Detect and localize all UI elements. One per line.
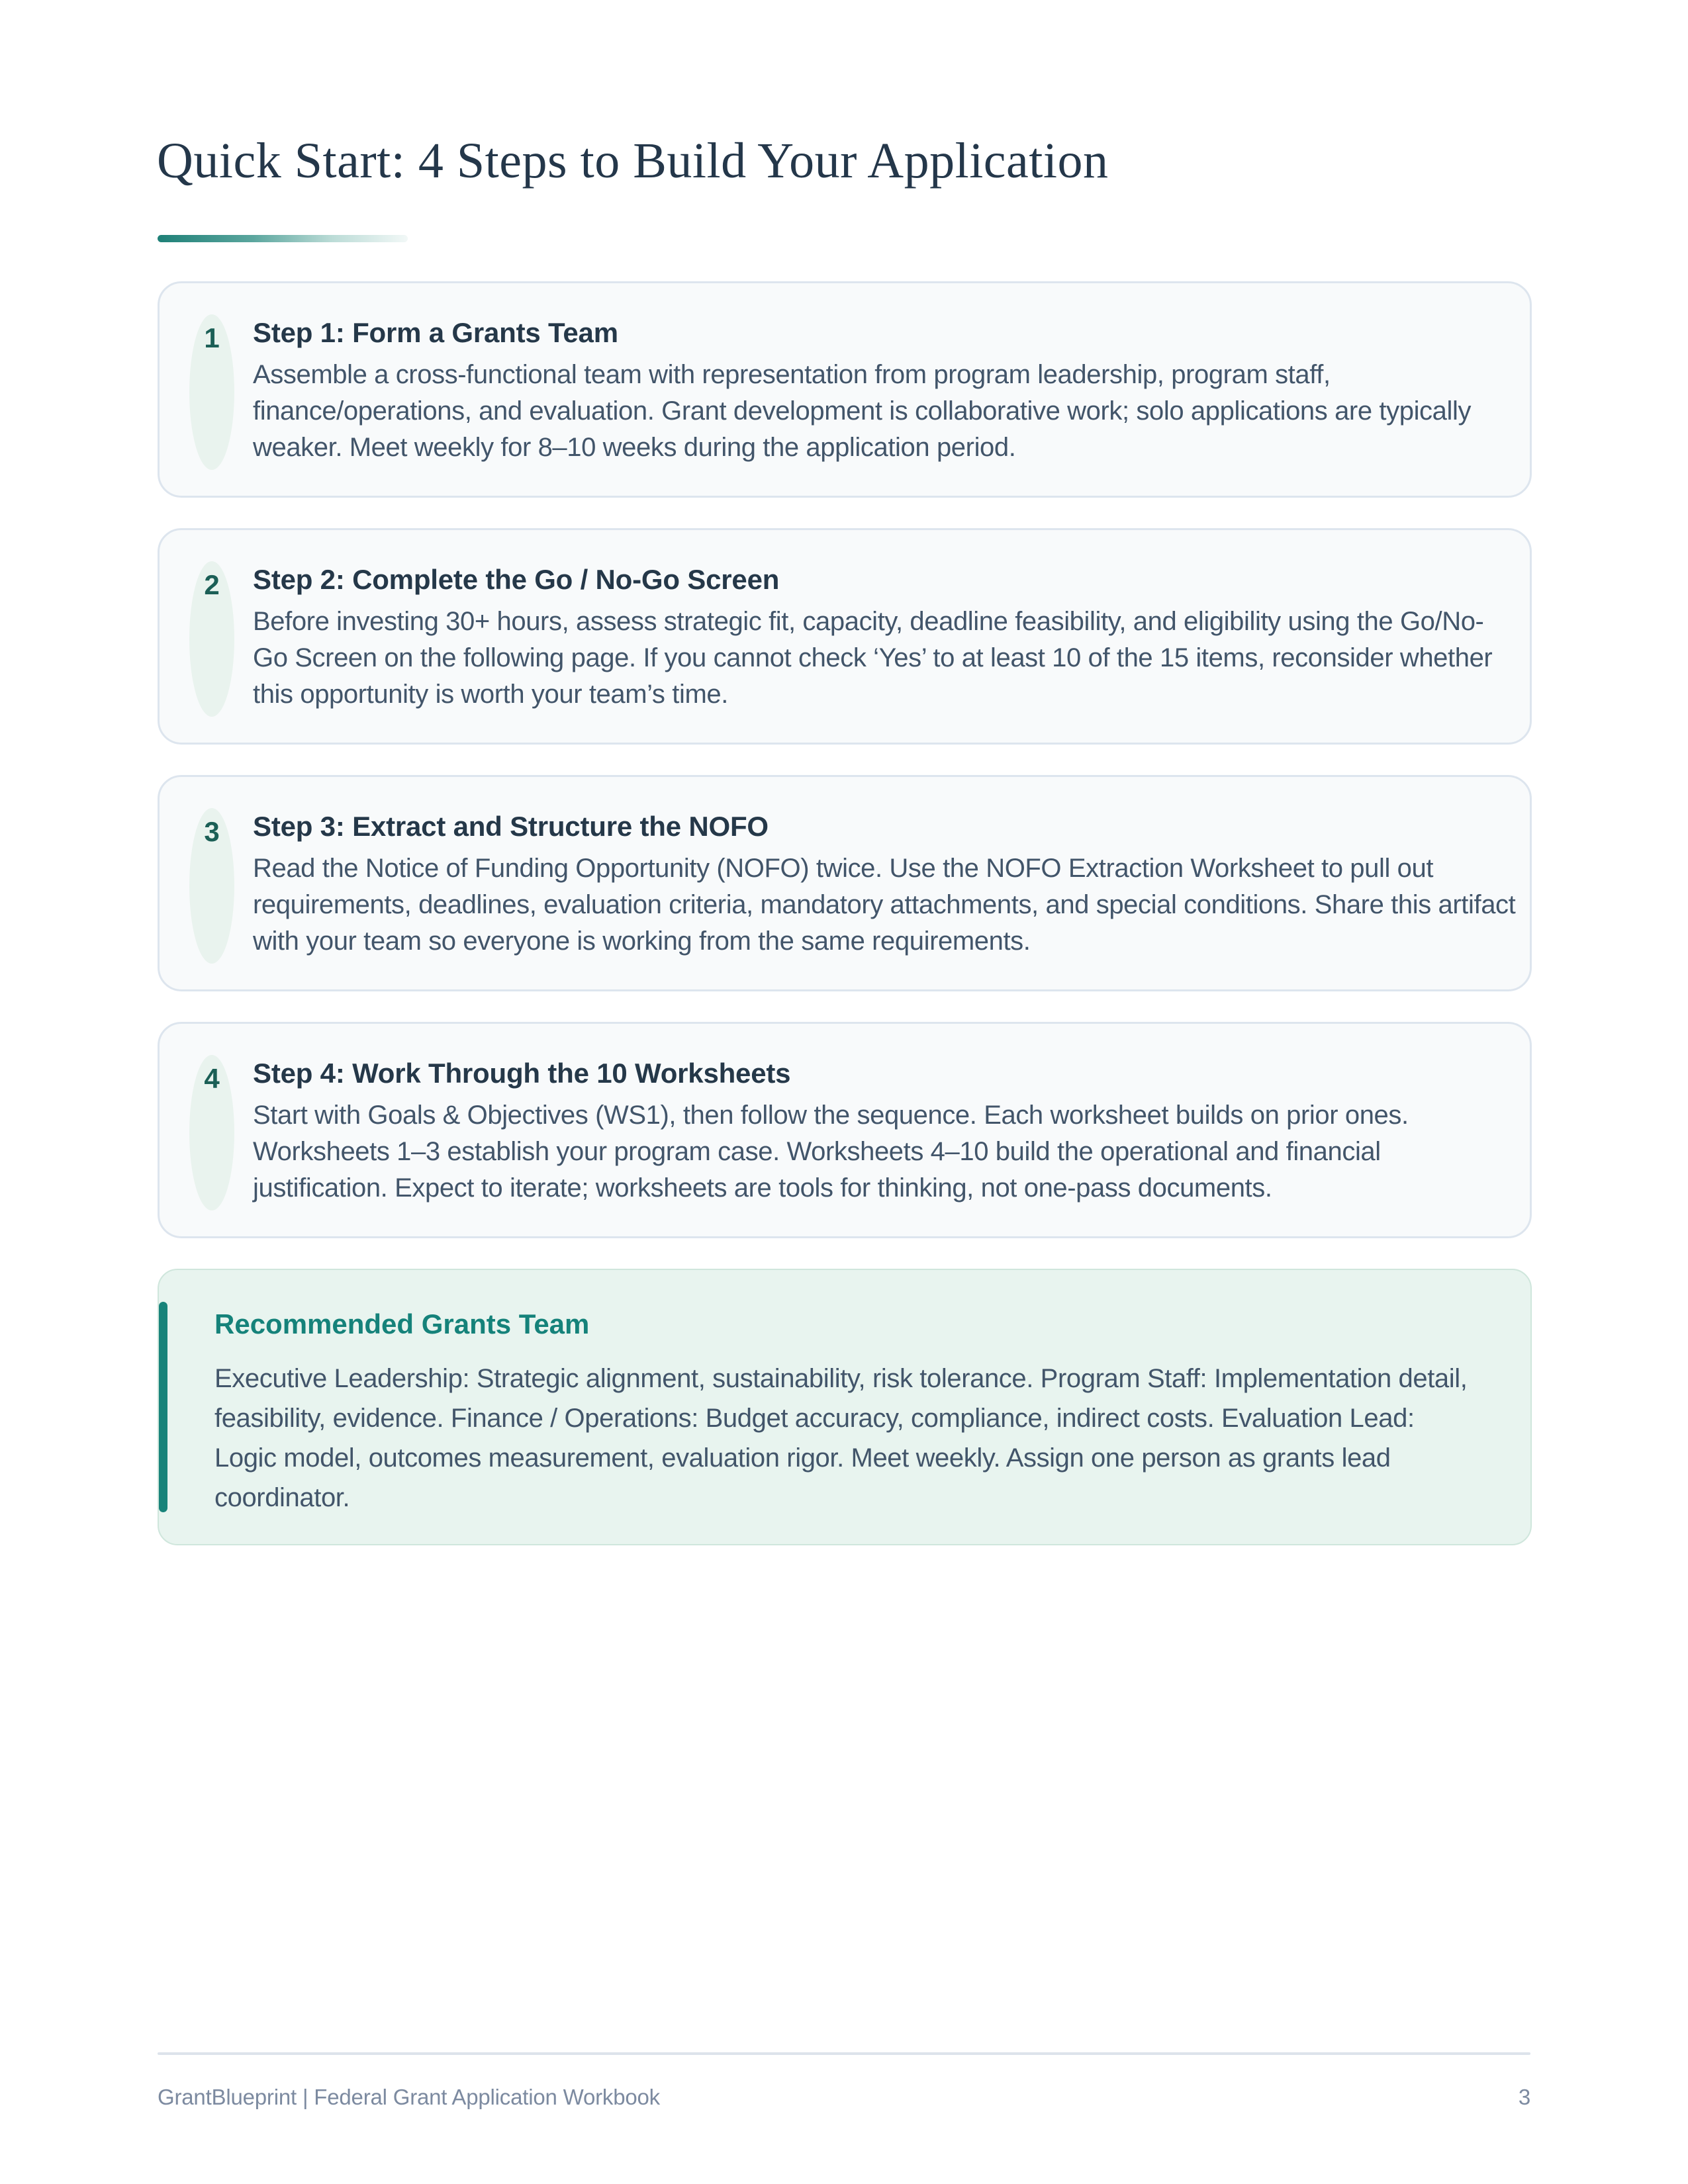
step-heading: Step 1: Form a Grants Team [253, 317, 618, 348]
step-number-badge [189, 1055, 234, 1210]
page-title: Quick Start: 4 Steps to Build Your Application [157, 133, 1109, 189]
step-number-badge [189, 808, 234, 964]
step-heading: Step 4: Work Through the 10 Worksheets [253, 1058, 791, 1089]
step-body: Before investing 30+ hours, assess strategic fit, capacity, deadline feasibility, and eligibility using the Go/No-Go Screen on the following page. If you cannot check ‘Yes’ to at least 10 of the 15 items, reconsider whether this opportunity is worth your team’s time. [253, 607, 1493, 709]
step-number: 3 [204, 816, 220, 847]
step-card-2 [158, 528, 1532, 745]
footer-divider [158, 2052, 1530, 2055]
step-heading: Step 3: Extract and Structure the NOFO [253, 811, 769, 842]
step-number: 2 [204, 569, 220, 600]
step-body: Assemble a cross-functional team with representation from program leadership, program staff, finance/operations, and evaluation. Grant development is collaborative work; solo applications are typically weaker. Meet weekly for 8–10 weeks during the application period. [253, 360, 1472, 462]
step-content [253, 1056, 1517, 1206]
step-card-3 [158, 775, 1532, 991]
callout-heading: Recommended Grants Team [214, 1308, 590, 1340]
recommended-team-callout [158, 1269, 1532, 1545]
step-number-badge [189, 561, 234, 717]
step-card-4 [158, 1022, 1532, 1238]
callout-accent-strip [159, 1302, 167, 1512]
page-footer [158, 2085, 1530, 2110]
title-accent-bar [158, 235, 408, 242]
step-number: 4 [204, 1063, 220, 1094]
step-content [253, 315, 1517, 466]
step-card-1 [158, 281, 1532, 498]
step-content [253, 562, 1517, 713]
step-body: Read the Notice of Funding Opportunity (NOFO) twice. Use the NOFO Extraction Worksheet to pull out requirements, deadlines, evaluation criteria, mandatory attachments, and special conditions. Share this artifact with your team so everyone is working from the same requirements. [253, 854, 1516, 956]
footer-page-number: 3 [1518, 2085, 1530, 2109]
step-content [253, 809, 1517, 960]
footer-brand-text: GrantBlueprint | Federal Grant Application Workbook [158, 2085, 660, 2109]
step-number-badge [189, 314, 234, 470]
step-number: 1 [204, 322, 220, 353]
callout-body: Executive Leadership: Strategic alignment, sustainability, risk tolerance. Program Staff: Implementation detail, feasibility, evidence. Finance / Operations: Budget accuracy, compliance, indirect costs. Evaluation Lead: Logic model, outcomes measurement, evaluation rigor. Meet weekly. Assign one person as grants lead coordinator. [214, 1364, 1468, 1512]
step-heading: Step 2: Complete the Go / No-Go Screen [253, 564, 780, 595]
step-body: Start with Goals & Objectives (WS1), then follow the sequence. Each worksheet builds on prior ones. Worksheets 1–3 establish your program case. Worksheets 4–10 build the operational and financial justification. Expect to iterate; worksheets are tools for thinking, not one-pass documents. [253, 1101, 1409, 1203]
